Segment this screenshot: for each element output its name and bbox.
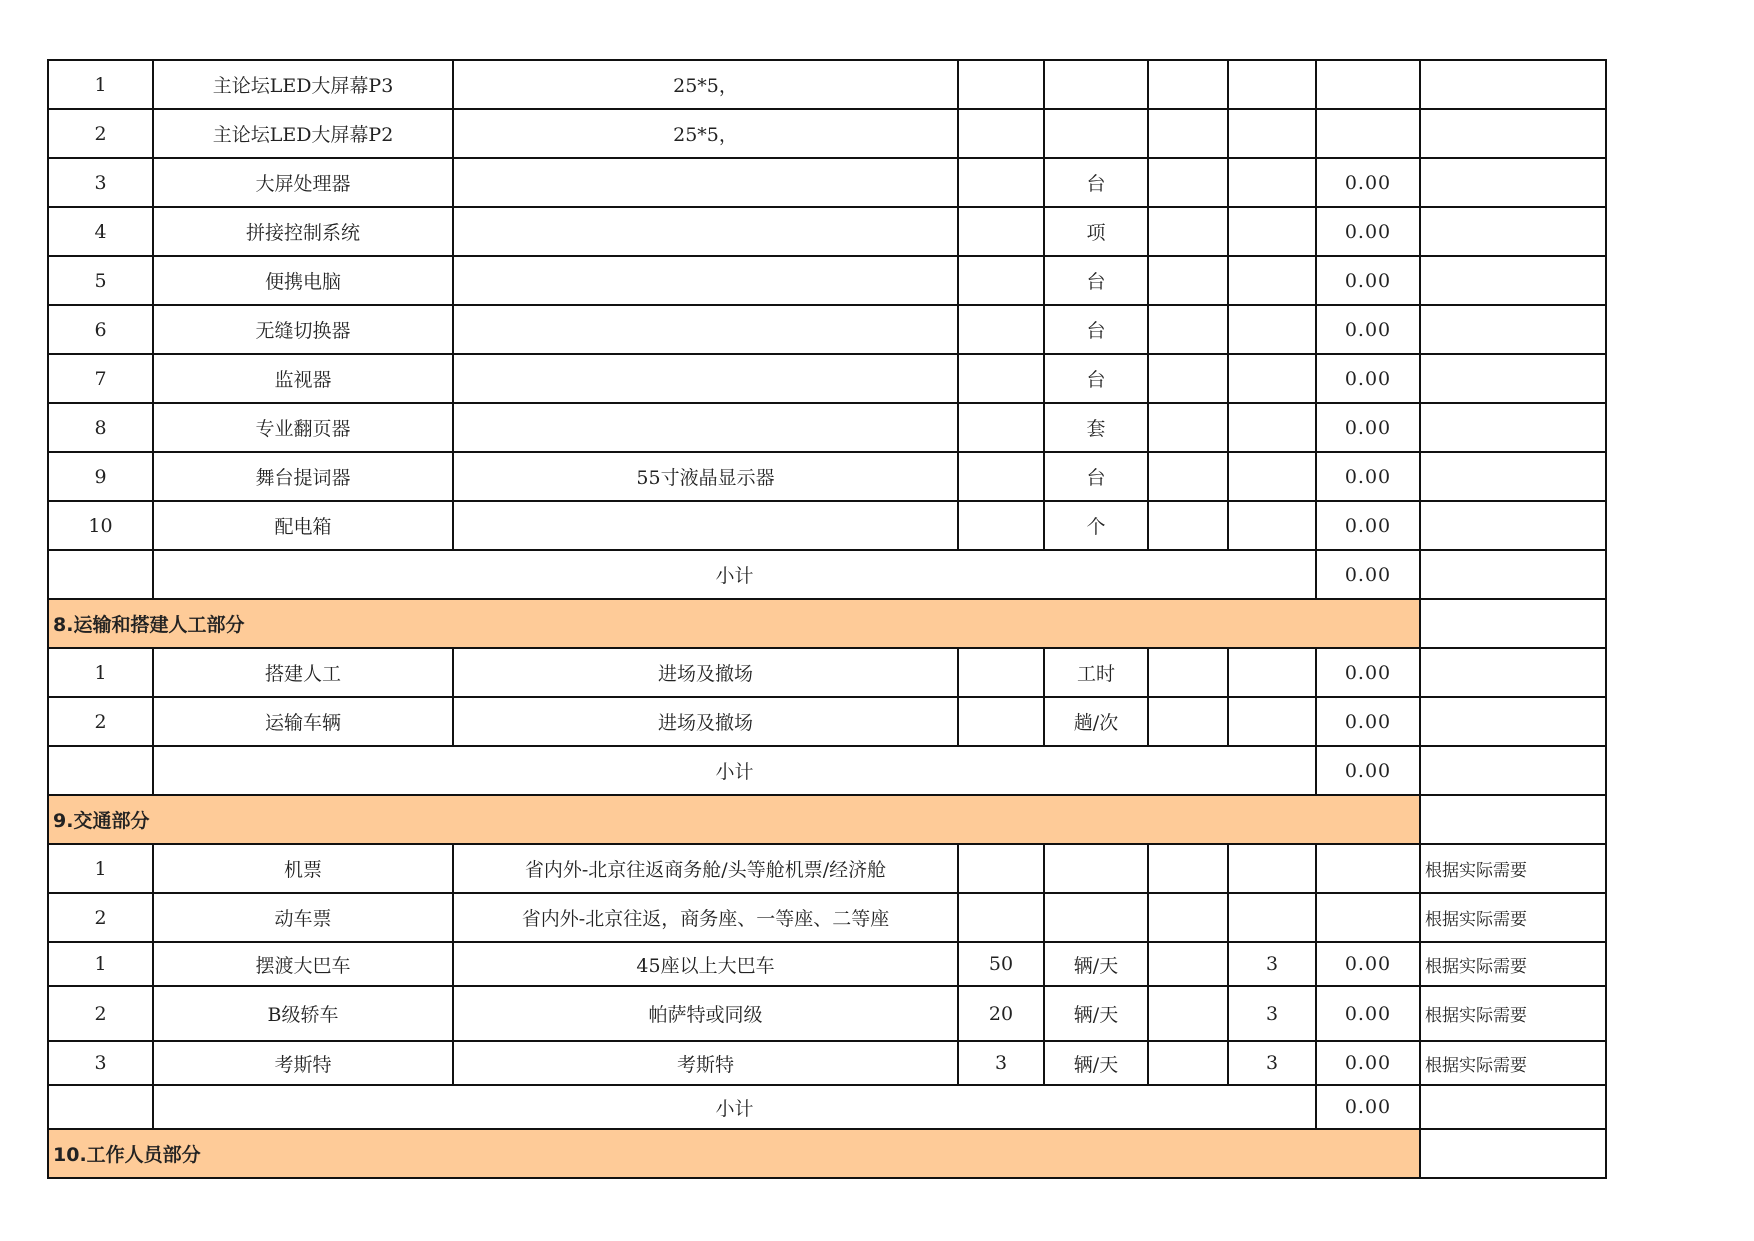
remark-cell[interactable]	[1420, 256, 1606, 305]
quantity-cell[interactable]	[958, 403, 1044, 452]
item-spec-cell[interactable]: 55寸液晶显示器	[453, 452, 958, 501]
unit-price-cell[interactable]	[1148, 305, 1228, 354]
item-spec-cell[interactable]: 45座以上大巴车	[453, 942, 958, 986]
row-number-cell[interactable]: 8	[48, 403, 153, 452]
total-cell[interactable]	[1316, 893, 1420, 942]
total-cell[interactable]: 0.00	[1316, 305, 1420, 354]
total-cell[interactable]: 0.00	[1316, 452, 1420, 501]
table-body	[48, 60, 1606, 1178]
item-name-cell[interactable]: 考斯特	[153, 1041, 453, 1085]
remark-cell[interactable]	[1420, 60, 1606, 109]
item-spec-cell[interactable]: 省内外-北京往返，商务座、一等座、二等座	[453, 893, 958, 942]
subtotal-value[interactable]: 0.00	[1316, 746, 1420, 795]
days-cell[interactable]	[1228, 501, 1316, 550]
row-number-cell[interactable]: 1	[48, 60, 153, 109]
empty-cell[interactable]	[48, 1085, 153, 1129]
unit-cell[interactable]: 台	[1044, 256, 1148, 305]
unit-cell[interactable]: 个	[1044, 501, 1148, 550]
unit-cell[interactable]: 台	[1044, 452, 1148, 501]
row-number-cell[interactable]: 1	[48, 942, 153, 986]
table-row	[48, 452, 1606, 501]
unit-price-cell[interactable]	[1148, 354, 1228, 403]
unit-cell[interactable]: 辆/天	[1044, 1041, 1148, 1085]
unit-price-cell[interactable]	[1148, 207, 1228, 256]
table-row	[48, 501, 1606, 550]
quantity-cell[interactable]	[958, 452, 1044, 501]
remark-cell[interactable]	[1420, 354, 1606, 403]
unit-price-cell[interactable]	[1148, 109, 1228, 158]
days-cell[interactable]	[1228, 256, 1316, 305]
table-row	[48, 60, 1606, 109]
unit-cell[interactable]: 套	[1044, 403, 1148, 452]
table-row	[48, 256, 1606, 305]
total-cell[interactable]: 0.00	[1316, 942, 1420, 986]
subtotal-label[interactable]: 小计	[153, 746, 1316, 795]
row-number-cell[interactable]: 3	[48, 158, 153, 207]
item-spec-cell[interactable]: 省内外-北京往返商务舱/头等舱机票/经济舱	[453, 844, 958, 893]
item-spec-cell[interactable]	[453, 501, 958, 550]
item-spec-cell[interactable]	[453, 403, 958, 452]
unit-cell[interactable]	[1044, 893, 1148, 942]
remark-cell[interactable]: 根据实际需要	[1420, 893, 1606, 942]
item-spec-cell[interactable]	[453, 158, 958, 207]
unit-cell[interactable]	[1044, 844, 1148, 893]
total-cell[interactable]: 0.00	[1316, 1041, 1420, 1085]
quantity-cell[interactable]	[958, 844, 1044, 893]
remark-cell[interactable]	[1420, 1129, 1606, 1178]
days-cell[interactable]	[1228, 452, 1316, 501]
quantity-cell[interactable]	[958, 207, 1044, 256]
days-cell[interactable]	[1228, 893, 1316, 942]
unit-price-cell[interactable]	[1148, 60, 1228, 109]
subtotal-row	[48, 1085, 1606, 1129]
quantity-cell[interactable]	[958, 109, 1044, 158]
remark-cell[interactable]	[1420, 158, 1606, 207]
days-cell[interactable]	[1228, 844, 1316, 893]
quantity-cell[interactable]: 3	[958, 1041, 1044, 1085]
total-cell[interactable]: 0.00	[1316, 648, 1420, 697]
total-cell[interactable]	[1316, 109, 1420, 158]
table-row	[48, 305, 1606, 354]
unit-price-cell[interactable]	[1148, 986, 1228, 1041]
total-cell[interactable]: 0.00	[1316, 158, 1420, 207]
total-cell[interactable]	[1316, 60, 1420, 109]
item-name-cell[interactable]: 便携电脑	[153, 256, 453, 305]
remark-cell[interactable]	[1420, 746, 1606, 795]
subtotal-row	[48, 746, 1606, 795]
days-cell[interactable]	[1228, 403, 1316, 452]
item-name-cell[interactable]: 专业翻页器	[153, 403, 453, 452]
total-cell[interactable]: 0.00	[1316, 403, 1420, 452]
unit-price-cell[interactable]	[1148, 1041, 1228, 1085]
table-row	[48, 697, 1606, 746]
remark-cell[interactable]	[1420, 305, 1606, 354]
quantity-cell[interactable]	[958, 501, 1044, 550]
subtotal-value[interactable]: 0.00	[1316, 550, 1420, 599]
remark-cell[interactable]	[1420, 452, 1606, 501]
row-number-cell[interactable]: 9	[48, 452, 153, 501]
row-number-cell[interactable]: 1	[48, 844, 153, 893]
unit-cell[interactable]: 台	[1044, 305, 1148, 354]
item-spec-cell[interactable]	[453, 207, 958, 256]
unit-cell[interactable]: 项	[1044, 207, 1148, 256]
row-number-cell[interactable]: 6	[48, 305, 153, 354]
section-header-row	[48, 599, 1606, 648]
item-spec-cell[interactable]: 25*5，	[453, 109, 958, 158]
quantity-cell[interactable]	[958, 354, 1044, 403]
item-name-cell[interactable]: 无缝切换器	[153, 305, 453, 354]
row-number-cell[interactable]: 1	[48, 648, 153, 697]
subtotal-label[interactable]: 小计	[153, 1085, 1316, 1129]
quantity-cell[interactable]: 50	[958, 942, 1044, 986]
unit-price-cell[interactable]	[1148, 893, 1228, 942]
table-row	[48, 844, 1606, 893]
row-number-cell[interactable]: 4	[48, 207, 153, 256]
total-cell[interactable]: 0.00	[1316, 986, 1420, 1041]
item-name-cell[interactable]: 摆渡大巴车	[153, 942, 453, 986]
row-number-cell[interactable]: 7	[48, 354, 153, 403]
total-cell[interactable]: 0.00	[1316, 354, 1420, 403]
days-cell[interactable]	[1228, 697, 1316, 746]
item-spec-cell[interactable]: 考斯特	[453, 1041, 958, 1085]
remark-cell[interactable]	[1420, 648, 1606, 697]
subtotal-row	[48, 550, 1606, 599]
item-name-cell[interactable]: 主论坛LED大屏幕P3	[153, 60, 453, 109]
quotation-sheet	[47, 59, 1607, 1179]
row-number-cell[interactable]: 3	[48, 1041, 153, 1085]
section-header-row	[48, 1129, 1606, 1178]
remark-cell[interactable]	[1420, 403, 1606, 452]
total-cell[interactable]: 0.00	[1316, 697, 1420, 746]
unit-cell[interactable]: 趟/次	[1044, 697, 1148, 746]
remark-cell[interactable]: 根据实际需要	[1420, 844, 1606, 893]
days-cell[interactable]	[1228, 207, 1316, 256]
item-spec-cell[interactable]: 25*5，	[453, 60, 958, 109]
unit-price-cell[interactable]	[1148, 942, 1228, 986]
remark-cell[interactable]	[1420, 599, 1606, 648]
section-title[interactable]: 9.交通部分	[48, 795, 1420, 844]
unit-price-cell[interactable]	[1148, 403, 1228, 452]
section-title[interactable]: 10.工作人员部分	[48, 1129, 1420, 1178]
quantity-cell[interactable]: 20	[958, 986, 1044, 1041]
item-spec-cell[interactable]: 进场及撤场	[453, 648, 958, 697]
row-number-cell[interactable]: 10	[48, 501, 153, 550]
empty-cell[interactable]	[48, 746, 153, 795]
item-name-cell[interactable]: 监视器	[153, 354, 453, 403]
item-spec-cell[interactable]	[453, 305, 958, 354]
remark-cell[interactable]	[1420, 207, 1606, 256]
item-name-cell[interactable]: 主论坛LED大屏幕P2	[153, 109, 453, 158]
subtotal-label[interactable]: 小计	[153, 550, 1316, 599]
item-name-cell[interactable]: 舞台提词器	[153, 452, 453, 501]
total-cell[interactable]	[1316, 844, 1420, 893]
item-name-cell[interactable]: 搭建人工	[153, 648, 453, 697]
quantity-cell[interactable]	[958, 305, 1044, 354]
unit-price-cell[interactable]	[1148, 501, 1228, 550]
table-row	[48, 1041, 1606, 1085]
unit-price-cell[interactable]	[1148, 452, 1228, 501]
unit-cell[interactable]: 工时	[1044, 648, 1148, 697]
quantity-cell[interactable]	[958, 256, 1044, 305]
item-name-cell[interactable]: B级轿车	[153, 986, 453, 1041]
row-number-cell[interactable]: 2	[48, 893, 153, 942]
table-row	[48, 942, 1606, 986]
unit-cell[interactable]	[1044, 60, 1148, 109]
quotation-table	[47, 59, 1607, 1179]
table-row	[48, 158, 1606, 207]
row-number-cell[interactable]: 2	[48, 697, 153, 746]
unit-price-cell[interactable]	[1148, 697, 1228, 746]
remark-cell[interactable]	[1420, 550, 1606, 599]
days-cell[interactable]	[1228, 648, 1316, 697]
table-row	[48, 893, 1606, 942]
item-name-cell[interactable]: 大屏处理器	[153, 158, 453, 207]
total-cell[interactable]: 0.00	[1316, 256, 1420, 305]
total-cell[interactable]: 0.00	[1316, 207, 1420, 256]
unit-price-cell[interactable]	[1148, 844, 1228, 893]
remark-cell[interactable]	[1420, 697, 1606, 746]
days-cell[interactable]: 3	[1228, 1041, 1316, 1085]
item-name-cell[interactable]: 拼接控制系统	[153, 207, 453, 256]
unit-cell[interactable]: 台	[1044, 158, 1148, 207]
section-title[interactable]: 8.运输和搭建人工部分	[48, 599, 1420, 648]
item-spec-cell[interactable]	[453, 354, 958, 403]
unit-price-cell[interactable]	[1148, 648, 1228, 697]
item-name-cell[interactable]: 运输车辆	[153, 697, 453, 746]
total-cell[interactable]: 0.00	[1316, 501, 1420, 550]
unit-cell[interactable]: 辆/天	[1044, 942, 1148, 986]
table-row	[48, 648, 1606, 697]
unit-cell[interactable]: 台	[1044, 354, 1148, 403]
quantity-cell[interactable]	[958, 893, 1044, 942]
days-cell[interactable]: 3	[1228, 942, 1316, 986]
item-name-cell[interactable]: 配电箱	[153, 501, 453, 550]
remark-cell[interactable]: 根据实际需要	[1420, 986, 1606, 1041]
row-number-cell[interactable]: 2	[48, 109, 153, 158]
unit-cell[interactable]: 辆/天	[1044, 986, 1148, 1041]
table-row	[48, 354, 1606, 403]
unit-price-cell[interactable]	[1148, 158, 1228, 207]
remark-cell[interactable]: 根据实际需要	[1420, 1041, 1606, 1085]
quantity-cell[interactable]	[958, 648, 1044, 697]
item-name-cell[interactable]: 动车票	[153, 893, 453, 942]
days-cell[interactable]	[1228, 158, 1316, 207]
remark-cell[interactable]	[1420, 109, 1606, 158]
days-cell[interactable]: 3	[1228, 986, 1316, 1041]
days-cell[interactable]	[1228, 354, 1316, 403]
subtotal-value[interactable]: 0.00	[1316, 1085, 1420, 1129]
remark-cell[interactable]	[1420, 795, 1606, 844]
table-row	[48, 109, 1606, 158]
item-spec-cell[interactable]: 进场及撤场	[453, 697, 958, 746]
quantity-cell[interactable]	[958, 697, 1044, 746]
row-number-cell[interactable]: 5	[48, 256, 153, 305]
item-spec-cell[interactable]	[453, 256, 958, 305]
quantity-cell[interactable]	[958, 158, 1044, 207]
item-spec-cell[interactable]: 帕萨特或同级	[453, 986, 958, 1041]
item-name-cell[interactable]: 机票	[153, 844, 453, 893]
table-row	[48, 207, 1606, 256]
days-cell[interactable]	[1228, 305, 1316, 354]
empty-cell[interactable]	[48, 550, 153, 599]
table-row	[48, 403, 1606, 452]
unit-cell[interactable]	[1044, 109, 1148, 158]
days-cell[interactable]	[1228, 60, 1316, 109]
days-cell[interactable]	[1228, 109, 1316, 158]
remark-cell[interactable]	[1420, 1085, 1606, 1129]
remark-cell[interactable]: 根据实际需要	[1420, 942, 1606, 986]
unit-price-cell[interactable]	[1148, 256, 1228, 305]
table-row	[48, 986, 1606, 1041]
section-header-row	[48, 795, 1606, 844]
remark-cell[interactable]	[1420, 501, 1606, 550]
quantity-cell[interactable]	[958, 60, 1044, 109]
row-number-cell[interactable]: 2	[48, 986, 153, 1041]
